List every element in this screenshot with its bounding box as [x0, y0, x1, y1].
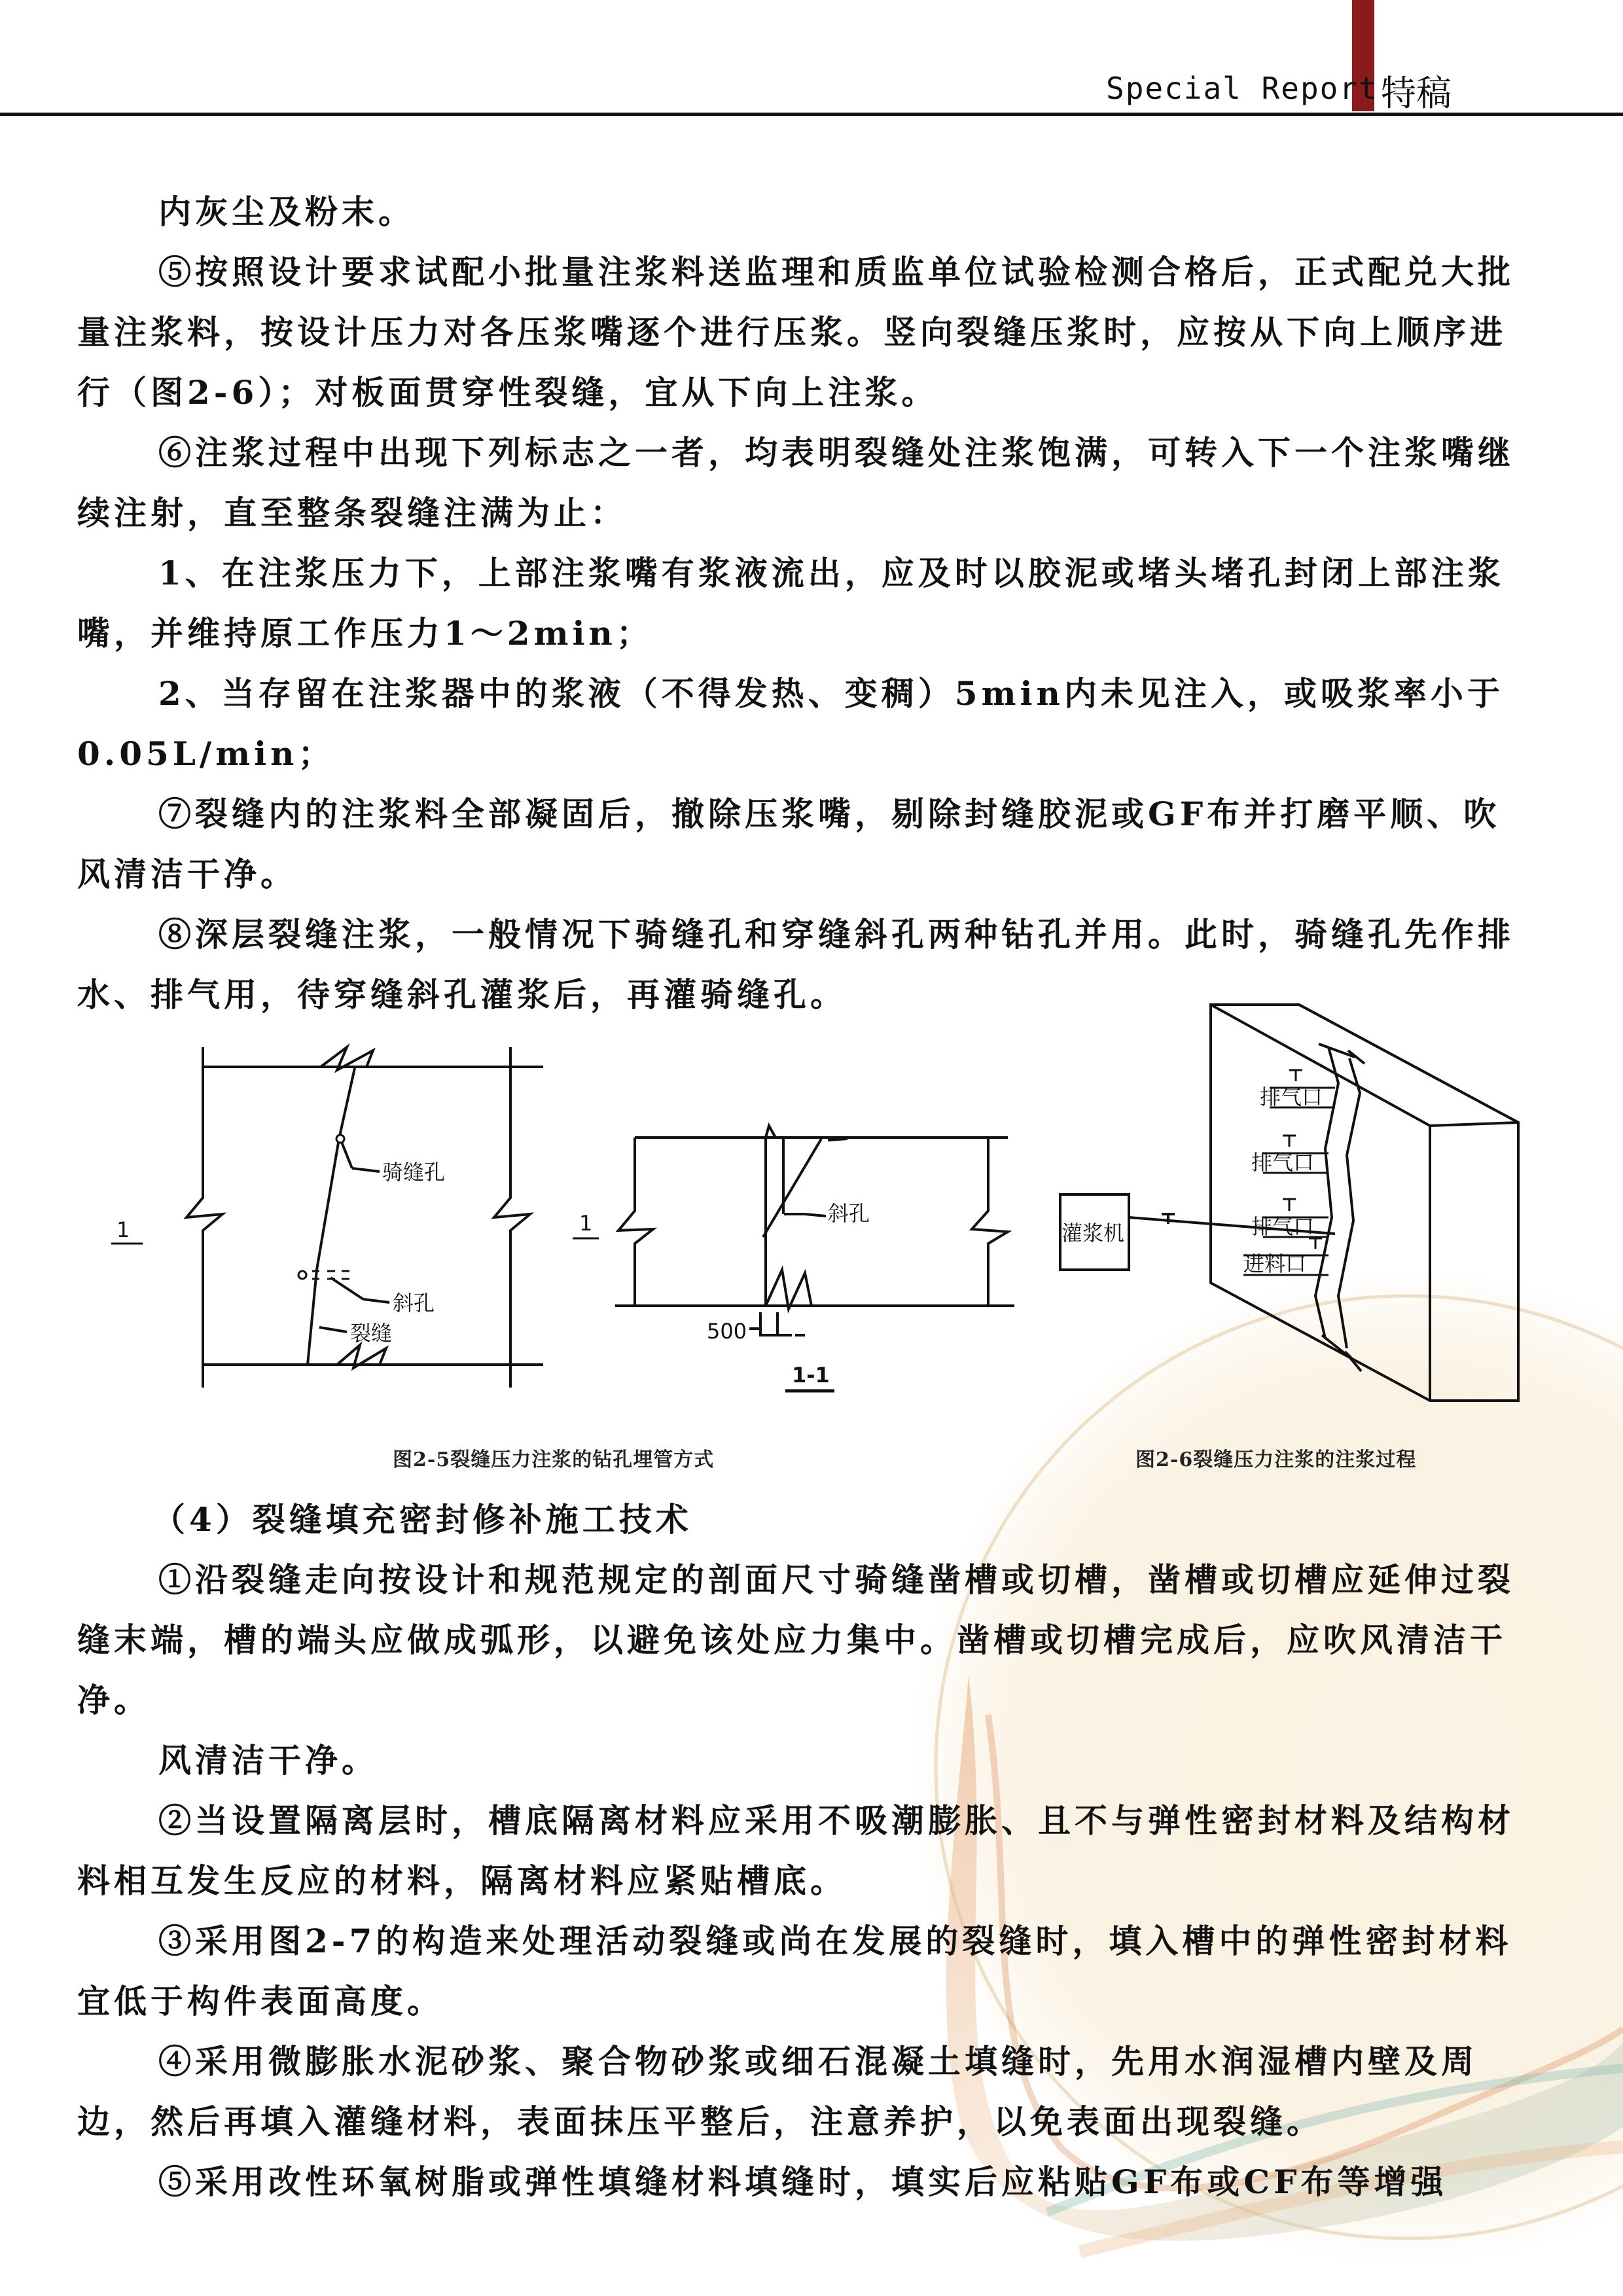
paragraph: ③采用图2-7的构造来处理活动裂缝或尚在发展的裂缝时，填入槽中的弹性密封材料宜低于构件表面高度。 — [77, 1922, 1512, 2020]
body-text-bottom — [77, 1490, 1530, 2212]
section-mark-label: 1 — [116, 1217, 130, 1242]
section-mark-label: 1 — [579, 1211, 593, 1236]
paragraph: ⑥注浆过程中出现下列标志之一者，均表明裂缝处注浆饱满，可转入下一个注浆嘴继续注射，直至整条裂缝注满为止： — [77, 433, 1514, 532]
paragraph: 1、在注浆压力下，上部注浆嘴有浆液流出，应及时以胶泥或堵头堵孔封闭上部注浆嘴，并维持原工作压力1～2min； — [77, 554, 1505, 653]
header-rule — [0, 113, 1623, 116]
section-name-label: 1-1 — [792, 1363, 830, 1388]
vent-label-2: 排气口 — [1251, 1150, 1315, 1175]
header-section-english: Special Report — [1106, 71, 1378, 106]
figure-2-5-caption: 图2-5裂缝压力注浆的钻孔埋管方式 — [393, 1448, 715, 1471]
figure-2-5-plan-view — [111, 1034, 556, 1401]
paragraph: ②当设置隔离层时，槽底隔离材料应采用不吸潮膨胀、且不与弹性密封材料及结构材料相互发生反应的材料，隔离材料应紧贴槽底。 — [77, 1801, 1514, 1900]
ride-hole-label: 骑缝孔 — [382, 1160, 446, 1185]
paragraph: ⑧深层裂缝注浆，一般情况下骑缝孔和穿缝斜孔两种钻孔并用。此时，骑缝孔先作排水、排气用，待穿缝斜孔灌浆后，再灌骑缝孔。 — [77, 915, 1514, 1014]
paragraph: ⑤按照设计要求试配小批量注浆料送监理和质监单位试验检测合格后，正式配兑大批量注浆料，按设计压力对各压浆嘴逐个进行压浆。竖向裂缝压浆时，应按从下向上顺序进行（图2-6）；对板面贯穿性裂缝，宜从下向上注浆。 — [77, 253, 1514, 412]
slant-hole-label: 斜孔 — [828, 1201, 870, 1226]
paragraph: ⑦裂缝内的注浆料全部凝固后，撤除压浆嘴，剔除封缝胶泥或GF布并打磨平顺、吹风清洁干净。 — [77, 795, 1501, 893]
header-section-chinese: 特稿 — [1381, 73, 1452, 114]
figure-2-5-section-view — [569, 1113, 1041, 1401]
vent-label-3: 排气口 — [1251, 1214, 1315, 1239]
inlet-label: 进料口 — [1243, 1251, 1307, 1276]
paragraph: ⑤采用改性环氧树脂或弹性填缝材料填缝时，填实后应粘贴GF布或CF布等增强 — [158, 2162, 1448, 2201]
paragraph: 内灰尘及粉末。 — [158, 192, 415, 231]
vent-label-1: 排气口 — [1260, 1085, 1323, 1109]
grouting-machine-label: 灌浆机 — [1061, 1221, 1125, 1246]
slant-hole-label: 斜孔 — [393, 1291, 435, 1316]
paragraph: 风清洁干净。 — [158, 1741, 378, 1780]
figure-2-6-injection-process — [1047, 995, 1544, 1414]
depth-label: 500 — [707, 1319, 747, 1344]
figure-2-6-caption: 图2-6裂缝压力注浆的注浆过程 — [1135, 1448, 1417, 1471]
paragraph: 2、当存留在注浆器中的浆液（不得发热、变稠）5min内未见注入，或吸浆率小于0.05L/min； — [77, 674, 1504, 773]
body-text-top — [77, 182, 1530, 1025]
paragraph: ④采用微膨胀水泥砂浆、聚合物砂浆或细石混凝土填缝时，先用水润湿槽内壁及周边，然后再填入灌缝材料，表面抹压平整后，注意养护，以免表面出现裂缝。 — [77, 2042, 1478, 2141]
section-heading: （4）裂缝填充密封修补施工技术 — [152, 1500, 692, 1539]
paragraph: ①沿裂缝走向按设计和规范规定的剖面尺寸骑缝凿槽或切槽，凿槽或切槽应延伸过裂缝末端，槽的端头应做成弧形，以避免该处应力集中。凿槽或切槽完成后，应吹风清洁干净。 — [77, 1560, 1514, 1719]
crack-label: 裂缝 — [350, 1321, 393, 1346]
